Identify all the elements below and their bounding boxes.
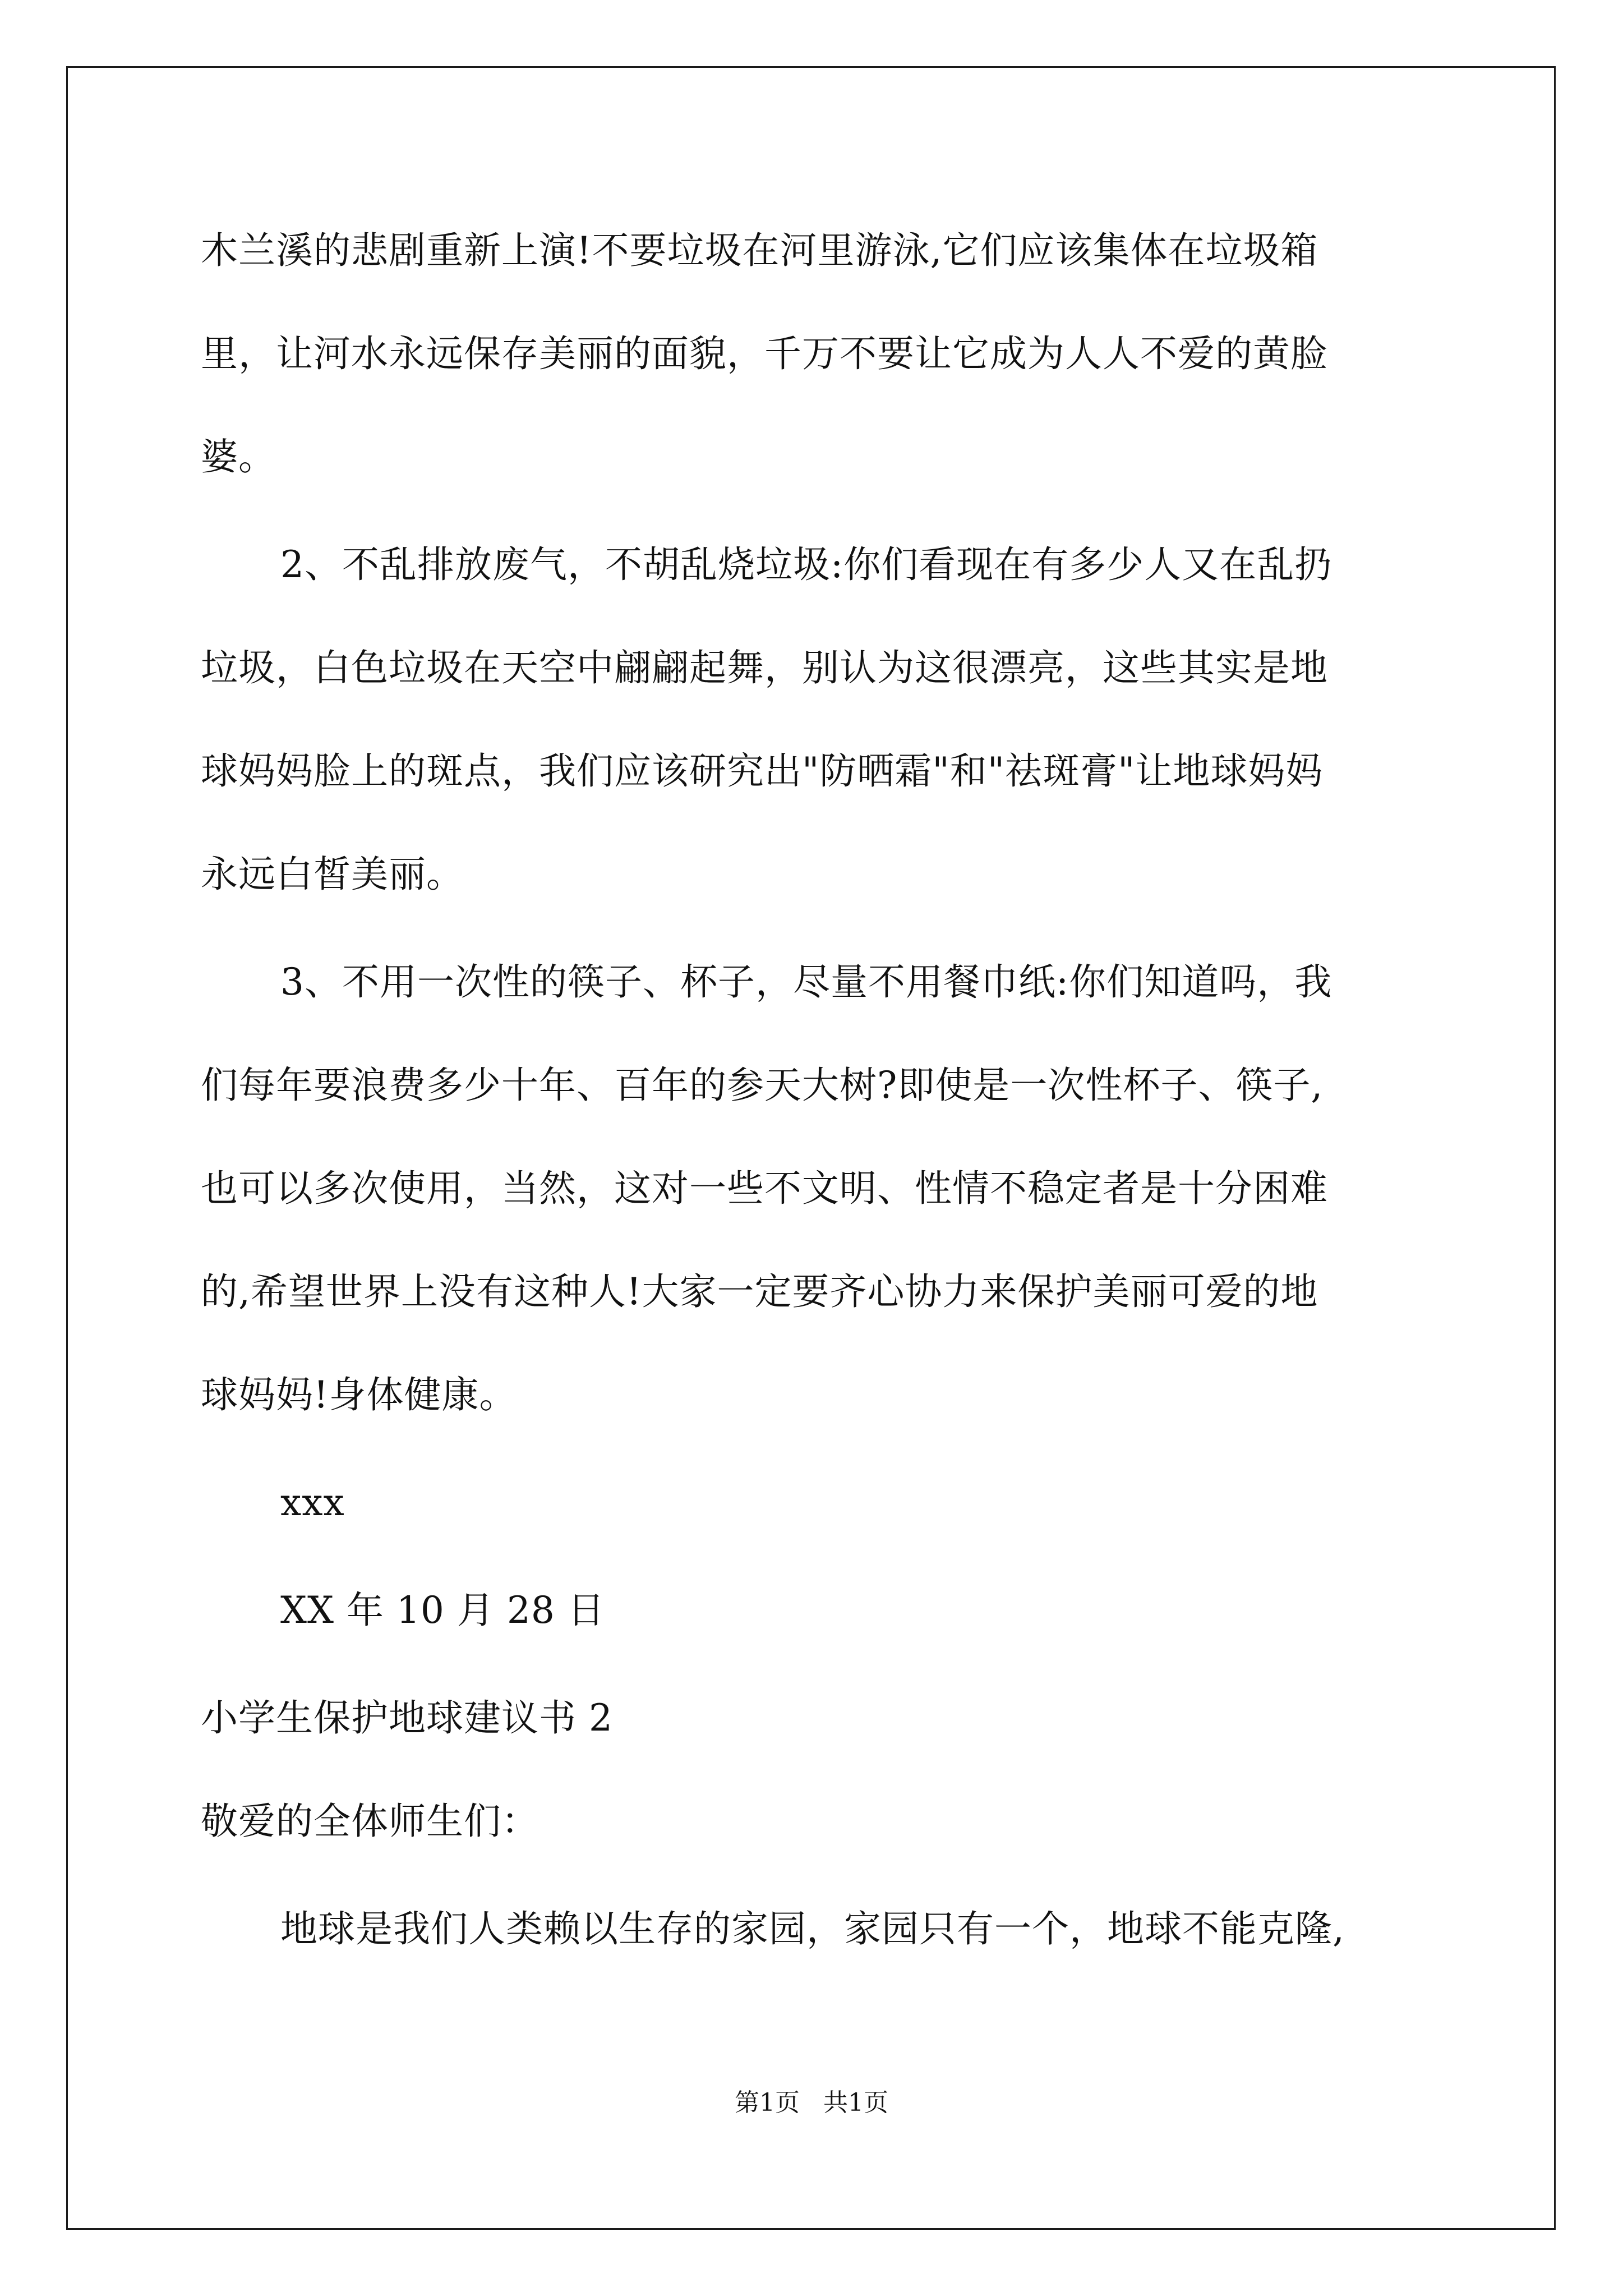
paragraph-line: 们每年要浪费多少十年、百年的参天大树?即使是一次性杯子、筷子, <box>201 1064 1324 1107</box>
section-title: 小学生保护地球建议书 2 <box>201 1696 613 1740</box>
page-footer: 第1页 共1页 <box>735 2088 888 2117</box>
date-line: XX 年 10 月 28 日 <box>280 1589 605 1632</box>
paragraph-line: 垃圾，白色垃圾在天空中翩翩起舞，别认为这很漂亮，这些其实是地 <box>201 646 1328 689</box>
signature: xxx <box>280 1481 345 1524</box>
paragraph-line: 的,希望世界上没有这种人!大家一定要齐心协力来保护美丽可爱的地 <box>201 1270 1318 1313</box>
paragraph-line: 球妈妈!身体健康。 <box>201 1373 517 1416</box>
paragraph-line: 里，让河水永远保存美丽的面貌，千万不要让它成为人人不爱的黄脸 <box>201 332 1328 375</box>
paragraph-line: 球妈妈脸上的斑点，我们应该研究出"防晒霜"和"祛斑膏"让地球妈妈 <box>201 749 1324 793</box>
salutation: 敬爱的全体师生们： <box>201 1800 539 1843</box>
paragraph-line: 婆。 <box>201 435 276 478</box>
paragraph-line: 2、不乱排放废气，不胡乱烧垃圾:你们看现在有多少人又在乱扔 <box>280 543 1332 586</box>
paragraph-line: 地球是我们人类赖以生存的家园，家园只有一个，地球不能克隆, <box>280 1907 1345 1950</box>
paragraph-line: 永远白皙美丽。 <box>201 853 464 896</box>
paragraph-line: 也可以多次使用，当然，这对一些不文明、性情不稳定者是十分困难 <box>201 1167 1328 1210</box>
paragraph-line: 木兰溪的悲剧重新上演!不要垃圾在河里游泳,它们应该集体在垃圾箱 <box>201 229 1318 272</box>
paragraph-line: 3、不用一次性的筷子、杯子，尽量不用餐巾纸:你们知道吗，我 <box>280 960 1332 1004</box>
